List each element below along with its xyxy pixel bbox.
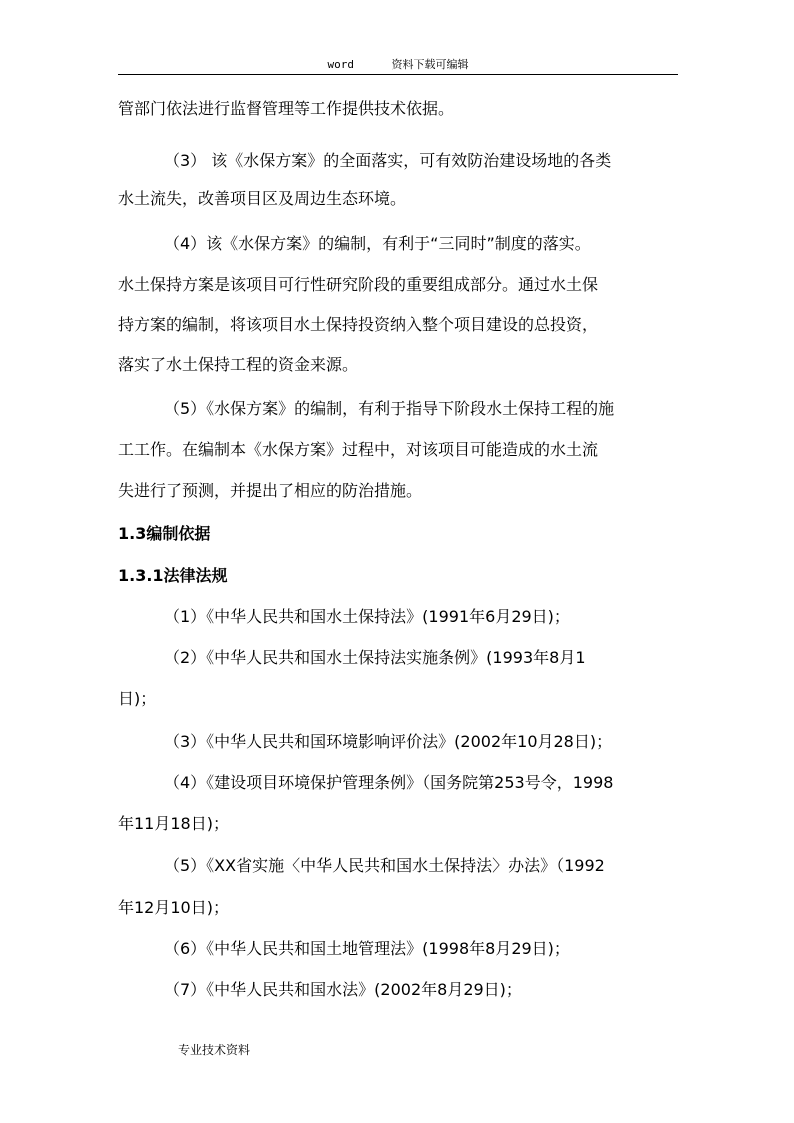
paragraph-line: 管部门依法进行监督管理等工作提供技术依据。 [118,99,455,118]
header-word: word [327,58,354,71]
paragraph-line: 持方案的编制，将该项目水土保持投资纳入整个项目建设的总投资， [118,315,599,334]
page-header [118,56,678,75]
reference-item: （7）《中华人民共和国水法》(2002年8月29日)； [164,980,522,999]
paragraph-line: 水土保持方案是该项目可行性研究阶段的重要组成部分。通过水土保 [118,275,599,294]
reference-item-cont: 年11月18日)； [118,814,229,833]
paragraph-line: （4）该《水保方案》的编制，有利于“三同时”制度的落实。 [164,234,591,253]
reference-item: （3）《中华人民共和国环境影响评价法》(2002年10月28日)； [164,732,613,751]
paragraph-line: 工工作。在编制本《水保方案》过程中，对该项目可能造成的水土流 [118,440,599,459]
subsection-heading: 1.3.1法律法规 [118,566,228,585]
header-text: 资料下载可编辑 [391,58,469,71]
paragraph-line: 水土流失，改善项目区及周边生态环境。 [118,189,407,208]
section-heading: 1.3编制依据 [118,524,211,543]
paragraph-line: 失进行了预测，并提出了相应的防治措施。 [118,481,423,500]
paragraph-line: 落实了水土保持工程的资金来源。 [118,355,359,374]
page-footer: 专业技术资料 [178,1043,251,1057]
reference-item-cont: 年12月10日)； [118,898,229,917]
reference-item: （5）《XX省实施〈中华人民共和国水土保持法〉办法》（1992 [164,856,605,875]
reference-item: （6）《中华人民共和国土地管理法》(1998年8月29日)； [164,939,570,958]
reference-item: （1）《中华人民共和国水土保持法》(1991年6月29日)； [164,607,570,626]
paragraph-line: （5）《水保方案》的编制，有利于指导下阶段水土保持工程的施 [164,399,615,418]
reference-item-cont: 日)； [118,689,157,708]
reference-item: （2）《中华人民共和国水土保持法实施条例》(1993年8月1 [164,648,586,667]
paragraph-line: （3） 该《水保方案》的全面落实，可有效防治建设场地的各类 [164,151,612,170]
reference-item: （4）《建设项目环境保护管理条例》（国务院第253号令，1998 [164,773,614,792]
